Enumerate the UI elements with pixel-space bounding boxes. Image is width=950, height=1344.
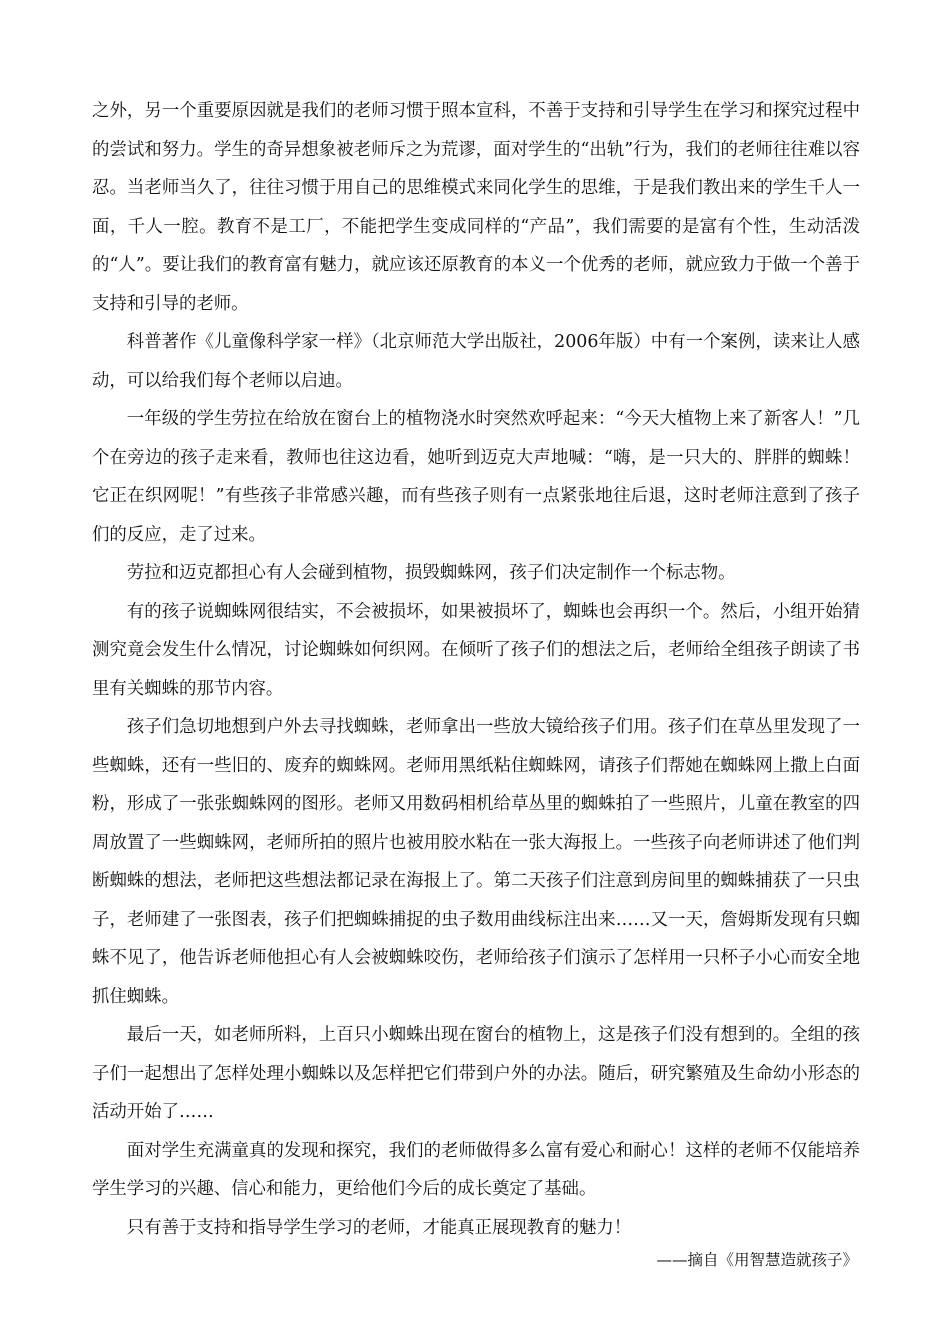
source-citation: ——摘自《用智慧造就孩子》 bbox=[656, 1251, 858, 1269]
paragraph-continuation: 之外，另一个重要原因就是我们的老师习惯于照本宣科，不善于支持和引导学生在学习和探究过程中的尝试和努力。学生的奇异想象被老师斥之为荒谬，面对学生的“出轨”行为，我们的老师往往难以容忍。当老师当久了，往往习惯于用自己的思维模式来同化学生的思维，于是我们教出来的学生千人一面，千人一腔。教育不是工厂，不能把学生变成同样的“产品”，我们需要的是富有个性，生动活泼的“人”。要让我们的教育富有魅力，就应该还原教育的本义一个优秀的老师，就应致力于做一个善于支持和引导的老师。 bbox=[92, 101, 860, 314]
paragraph-reflection: 面对学生充满童真的发现和探究，我们的老师做得多么富有爱心和耐心！这样的老师不仅能培养学生学习的兴趣、信心和能力，更给他们今后的成长奠定了基础。 bbox=[92, 1140, 860, 1199]
paragraph-laura-spider: 一年级的学生劳拉在给放在窗台上的植物浇水时突然欢呼起来：“今天大植物上来了新客人！”几个在旁边的孩子走来看，教师也往这边看，她听到迈克大声地喊：“嗨，是一只大的、胖胖的蜘蛛！它正在织网呢！”有些孩子非常感兴趣，而有些孩子则有一点紧张地往后退，这时老师注意到了孩子们的反应，走了过来。 bbox=[92, 409, 860, 545]
paragraph-conclusion: 只有善于支持和指导学生学习的老师，才能真正展现教育的魅力！ bbox=[126, 1217, 632, 1238]
paragraph-last-day: 最后一天，如老师所料，上百只小蜘蛛出现在窗台的植物上，这是孩子们没有想到的。全组的孩子们一起想出了怎样处理小蜘蛛以及怎样把它们带到户外的办法。随后，研究繁殖及生命幼小形态的活动开始了…… bbox=[92, 1025, 860, 1122]
document-page bbox=[92, 92, 860, 1275]
paragraph-marker: 劳拉和迈克都担心有人会碰到植物，损毁蜘蛛网，孩子们决定制作一个标志物。 bbox=[126, 563, 736, 583]
paragraph-book-case: 科普著作《儿童像科学家一样》（北京师范大学出版社，2006年版）中有一个案例，读来让人感动，可以给我们每个老师以启迪。 bbox=[92, 332, 860, 391]
paragraph-web-discussion: 有的孩子说蜘蛛网很结实，不会被损坏，如果被损坏了，蜘蛛也会再织一个。然后，小组开始猜测究竟会发生什么情况，讨论蜘蛛如何织网。在倾听了孩子们的想法之后，老师给全组孩子朗读了书里有关蜘蛛的那节内容。 bbox=[92, 601, 860, 699]
paragraph-outdoor-search: 孩子们急切地想到户外去寻找蜘蛛，老师拿出一些放大镜给孩子们用。孩子们在草丛里发现了一些蜘蛛，还有一些旧的、废弃的蜘蛛网。老师用黑纸粘住蜘蛛网，请孩子们帮她在蜘蛛网上撒上白面粉，形成了一张张蜘蛛网的图形。老师又用数码相机给草丛里的蜘蛛拍了一些照片，儿童在教室的四周放置了一些蜘蛛网，老师所拍的照片也被用胶水粘在一张大海报上。一些孩子向老师讲述了他们判断蜘蛛的想法，老师把这些想法都记录在海报上了。第二天孩子们注意到房间里的蜘蛛捕获了一只虫子，老师建了一张图表，孩子们把蜘蛛捕捉的虫子数用曲线标注出来……又一天，詹姆斯发现有只蜘蛛不见了，他告诉老师他担心有人会被蜘蛛咬伤，老师给孩子们演示了怎样用一只杯子小心而安全地抓住蜘蛛。 bbox=[92, 717, 860, 1007]
